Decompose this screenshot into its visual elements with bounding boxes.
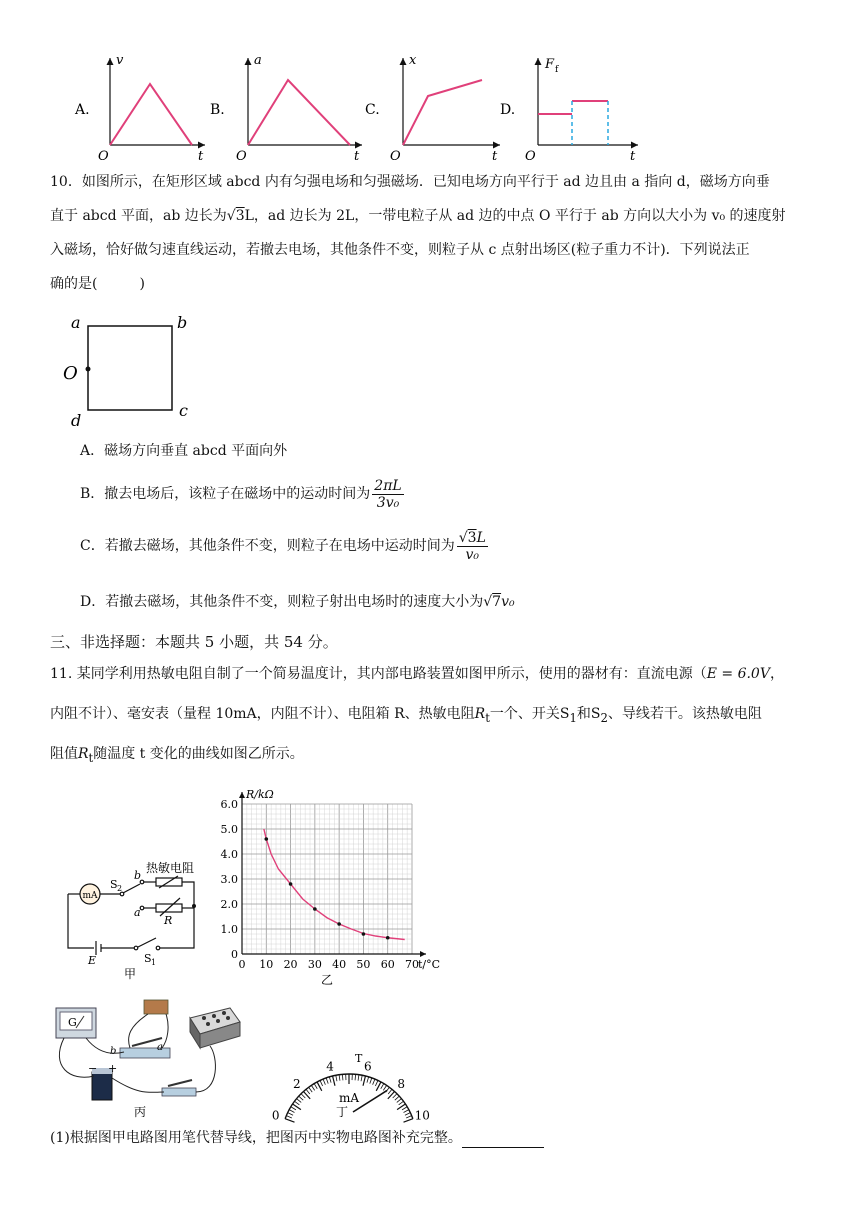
y-axis-label: v	[116, 53, 124, 68]
dial-tick-label: 8	[397, 1077, 406, 1092]
dial-tick	[311, 1085, 314, 1090]
x-tick-label: 10	[259, 958, 274, 971]
svg-text:2: 2	[117, 884, 123, 893]
dial-tick	[306, 1089, 310, 1094]
dial-tick-label: 4	[326, 1059, 334, 1074]
q9-option-graphs	[0, 0, 860, 170]
x-tick-label: 40	[332, 958, 347, 971]
data-point	[386, 936, 390, 940]
q10-line-1: 10．如图所示，在矩形区域 abcd 内有匀强电场和匀强磁场．已知电场方向平行于 ad 边且由 a 指向 d，磁场方向垂	[50, 174, 770, 190]
data-point	[264, 837, 268, 841]
dial-tick	[399, 1101, 404, 1105]
dial-tick	[405, 1113, 410, 1116]
resistance-box	[190, 1008, 240, 1048]
q10-option-c: C．若撤去磁场，其他条件不变，则粒子在电场中运动时间为 $\frac{√3L}{\text{v₀}}$	[80, 529, 486, 563]
y-tick-label: 1.0	[220, 923, 238, 936]
dial-tick	[342, 1074, 343, 1080]
dial-tick	[323, 1079, 325, 1085]
dial-tick	[402, 1107, 407, 1110]
option-a-label: A.	[75, 102, 90, 118]
y-axis-label: R/kΩ	[246, 788, 274, 801]
dial-tick	[333, 1076, 335, 1086]
corner-a: a	[71, 313, 81, 332]
dial-tick	[404, 1110, 409, 1113]
q10-option-b: B．撤去电场后，该粒子在磁场中的运动时间为 $\frac{2\pi L}{\text{3v₀}}$	[80, 477, 402, 511]
svg-text:b: b	[110, 1046, 117, 1057]
y-tick-label: 4.0	[220, 848, 238, 861]
x-tick-label: 0	[238, 958, 246, 971]
dial-tick	[289, 1110, 294, 1113]
q11-line-2: 内阻不计）、毫安表（量程 10mA，内阻不计）、电阻箱 R、热敏电阻$R_t$一个、开关$S_1$和$S_2$、导线若干。该热敏电阻	[50, 706, 762, 725]
q10-line-2: 直于 abcd 平面，ab 边长为√3L，ad 边长为 2L，一带电粒子从 ad 边的中点 O 平行于 ab 方向以大小为 v₀ 的速度射	[50, 208, 786, 224]
q11-line-1: 11. 某同学利用热敏电阻自制了一个简易温度计，其内部电路装置如图甲所示，使用的器材有：直流电源（E = 6.0V，	[50, 666, 784, 682]
x-axis-label: t/°C	[418, 958, 441, 971]
dial-tick	[297, 1099, 302, 1103]
dial-tick	[329, 1077, 331, 1083]
dial-unit: mA	[339, 1091, 360, 1105]
caption-bing: 丙	[134, 1105, 147, 1119]
y-tick-label: 5.0	[220, 823, 238, 836]
meter-label: mA	[82, 891, 98, 901]
x-tick-label: 60	[380, 958, 395, 971]
y-tick-label: 3.0	[220, 873, 238, 886]
y-axis-label: x	[409, 53, 417, 68]
corner-c: c	[179, 401, 188, 420]
graph-a	[74, 53, 205, 164]
data-point	[289, 882, 293, 886]
dial-tick	[395, 1096, 399, 1100]
meter-dial-ding	[271, 1022, 430, 1123]
q11-part-1: (1)根据图甲电路图用笔代替导线，把图丙中实物电路图补充完整。	[50, 1128, 820, 1148]
dial-tick	[367, 1077, 369, 1083]
origin-label: O	[236, 149, 247, 164]
physical-circuit-bing	[50, 996, 250, 1122]
graph-c	[365, 53, 500, 164]
x-axis-label: t	[630, 149, 636, 164]
data-point	[362, 932, 366, 936]
caption-ding: 丁	[336, 1105, 349, 1119]
caption-jia: 甲	[124, 967, 137, 981]
data-point	[337, 922, 341, 926]
chart-yi	[212, 786, 452, 987]
dial-tick	[375, 1080, 378, 1085]
svg-text:E: E	[88, 954, 97, 967]
q10-line-4: 确的是( )	[50, 276, 145, 292]
dial-tick	[320, 1080, 323, 1085]
circuit-diagram-jia	[60, 852, 210, 982]
svg-text:R: R	[164, 914, 173, 927]
y-axis-label: F	[545, 57, 555, 72]
data-point	[313, 907, 317, 911]
x-tick-label: 70	[405, 958, 419, 971]
origin-label: O	[98, 149, 109, 164]
q10-option-d: D．若撤去磁场，其他条件不变，则粒子射出电场时的速度大小为√7v₀	[80, 594, 515, 610]
q10-option-a: A．磁场方向垂直 abcd 平面向外	[80, 443, 288, 459]
svg-text:a: a	[157, 1042, 163, 1053]
dial-tick	[381, 1084, 384, 1089]
dial-tick	[301, 1094, 305, 1098]
svg-text:−: −	[88, 1062, 98, 1075]
svg-text:G: G	[68, 1016, 77, 1029]
dial-tick	[286, 1116, 292, 1118]
dial-tick	[314, 1084, 317, 1089]
graph-b	[210, 53, 362, 164]
x-tick-label: 50	[356, 958, 371, 971]
x-axis-label: t	[492, 149, 498, 164]
dial-t-label: T	[355, 1052, 363, 1065]
dial-tick-label: 6	[364, 1059, 372, 1074]
option-b-label: B.	[210, 102, 225, 118]
s1-label: S	[144, 952, 152, 965]
y-axis-subscript: f	[555, 65, 559, 75]
answer-blank[interactable]	[462, 1133, 544, 1148]
y-tick-label: 6.0	[220, 798, 238, 811]
dial-tick	[393, 1094, 397, 1098]
dial-tick	[309, 1087, 313, 1092]
svg-text:a: a	[134, 906, 141, 919]
dial-tick	[370, 1078, 372, 1084]
dial-tick	[397, 1099, 402, 1103]
q10-rectangle-figure	[55, 308, 215, 436]
x-axis-label: t	[354, 149, 360, 164]
q10-line-3: 入磁场，恰好做匀速直线运动，若撤去电场，其他条件不变，则粒子从 c 点射出场区(粒子重力不计)．下列说法正	[50, 242, 750, 258]
dial-tick	[326, 1078, 328, 1084]
x-axis-label: t	[198, 149, 204, 164]
svg-text:b: b	[134, 869, 142, 882]
dial-tick-label: 2	[292, 1077, 301, 1092]
dial-tick	[295, 1101, 300, 1105]
dial-tick	[291, 1107, 296, 1110]
graph-d	[500, 57, 638, 164]
dial-tick-label: 10	[414, 1108, 430, 1123]
x-tick-label: 30	[307, 958, 322, 971]
dial-tick	[361, 1075, 362, 1081]
y-axis-label: a	[254, 53, 262, 68]
option-d-label: D.	[500, 102, 516, 118]
dial-tick	[363, 1076, 365, 1086]
chart-caption: 乙	[320, 973, 334, 987]
y-tick-label: 2.0	[220, 898, 238, 911]
svg-text:1: 1	[151, 958, 157, 967]
svg-text:+: +	[108, 1062, 118, 1075]
s2-label: S	[110, 878, 118, 891]
y-axis-arrow	[239, 792, 245, 798]
dial-tick	[299, 1096, 303, 1100]
dial-tick	[383, 1085, 386, 1090]
x-tick-label: 20	[283, 958, 298, 971]
dial-tick	[358, 1075, 359, 1081]
origin-label: O	[390, 149, 401, 164]
dial-tick	[288, 1113, 293, 1116]
corner-d: d	[71, 411, 82, 430]
dial-tick	[404, 1119, 413, 1122]
q11-line-3: 阻值$R_t$随温度 t 变化的曲线如图乙所示。	[50, 746, 304, 765]
corner-b: b	[177, 313, 188, 332]
dial-tick-label: 0	[271, 1108, 280, 1123]
dial-tick	[285, 1119, 294, 1122]
origin-label: O	[525, 149, 536, 164]
dial-tick	[339, 1075, 340, 1081]
point-o: O	[63, 363, 78, 384]
x-axis-arrow	[420, 951, 426, 957]
galvanometer	[56, 1008, 96, 1038]
section-heading: 三、非选择题：本题共 5 小题，共 54 分。	[50, 633, 338, 651]
dial-tick	[336, 1075, 337, 1081]
dial-tick	[388, 1089, 392, 1094]
dial-tick	[406, 1116, 412, 1118]
thermistor-label: 热敏电阻	[146, 861, 195, 875]
option-c-label: C.	[365, 102, 380, 118]
dial-tick	[355, 1074, 356, 1080]
y-tick-label: 0	[231, 948, 238, 961]
dial-tick	[373, 1079, 375, 1085]
